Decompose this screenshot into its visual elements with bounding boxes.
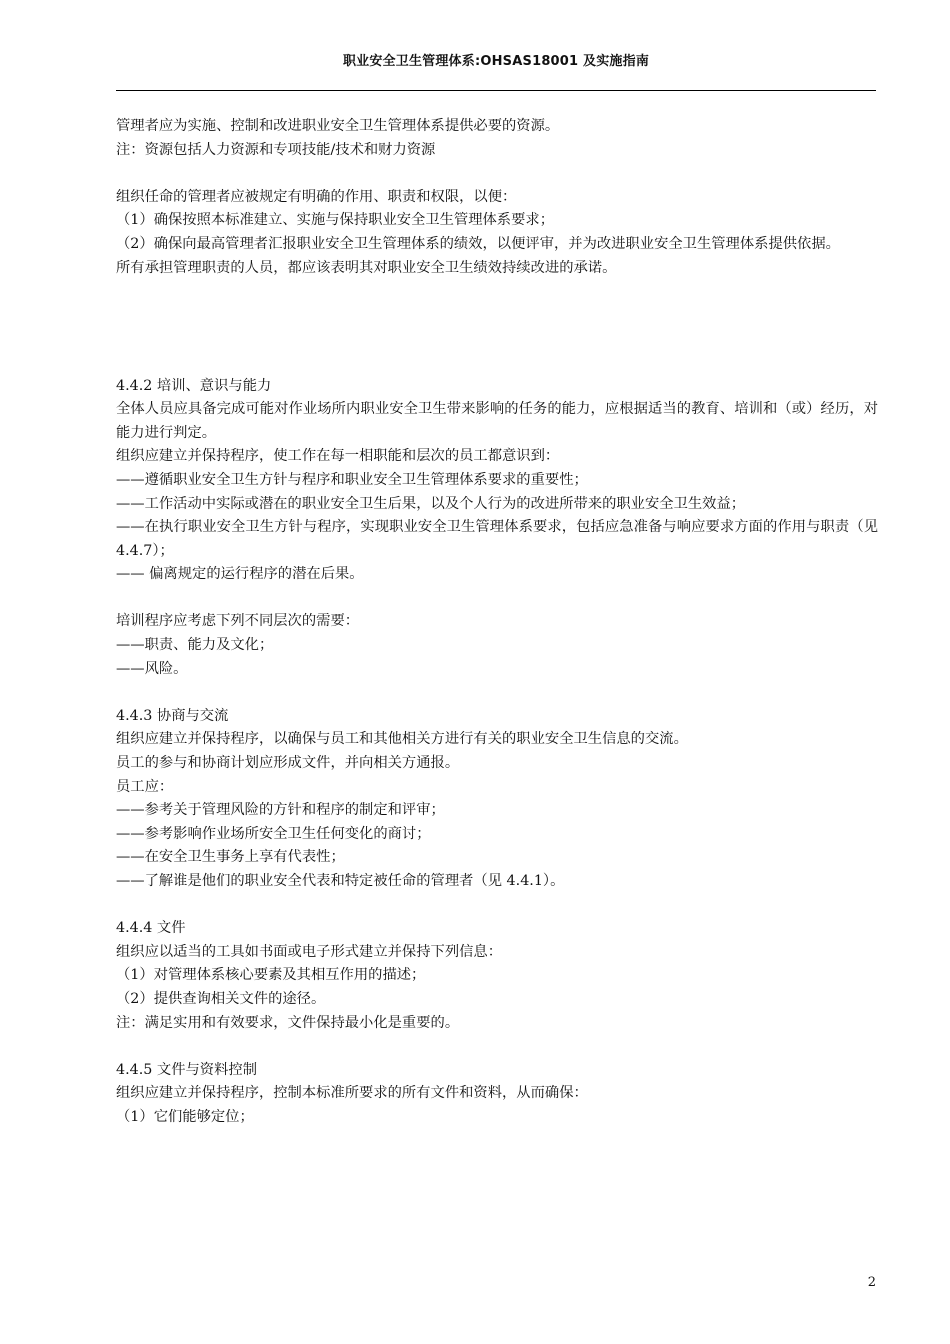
paragraph: 注：资源包括人力资源和专项技能/技术和财力资源 xyxy=(116,141,436,158)
paragraph: 组织应以适当的工具如书面或电子形式建立并保持下列信息： xyxy=(116,943,503,960)
paragraph: 4.4.4 文件 xyxy=(116,920,186,937)
paragraph: 组织应建立并保持程序，以确保与员工和其他相关方进行有关的职业安全卫生信息的交流。 xyxy=(116,731,688,748)
paragraph: ——遵循职业安全卫生方针与程序和职业安全卫生管理体系要求的重要性； xyxy=(116,471,588,488)
paragraph: ——了解谁是他们的职业安全代表和特定被任命的管理者（见 4.4.1）。 xyxy=(116,873,565,890)
paragraph: （2）提供查询相关文件的途径。 xyxy=(116,990,326,1007)
paragraph: 管理者应为实施、控制和改进职业安全卫生管理体系提供必要的资源。 xyxy=(116,118,560,134)
paragraph-spacer xyxy=(116,1035,878,1059)
paragraph-spacer xyxy=(116,280,878,351)
document-body xyxy=(116,115,878,1130)
paragraph: 组织任命的管理者应被规定有明确的作用、职责和权限，以便： xyxy=(116,188,517,205)
paragraph: ——职责、能力及文化； xyxy=(116,637,274,654)
paragraph-spacer xyxy=(116,681,878,705)
paragraph: 员工应： xyxy=(116,778,174,795)
paragraph: （1）对管理体系核心要素及其相互作用的描述； xyxy=(116,967,426,984)
paragraph: 员工的参与和协商计划应形成文件，并向相关方通报。 xyxy=(116,755,460,772)
paragraph: ——风险。 xyxy=(116,660,188,677)
paragraph-spacer xyxy=(116,351,878,375)
paragraph: ——参考关于管理风险的方针和程序的制定和评审； xyxy=(116,802,445,819)
paragraph: ——在安全卫生事务上享有代表性； xyxy=(116,849,345,866)
paragraph: （1）它们能够定位； xyxy=(116,1108,254,1125)
paragraph: —— 偏离规定的运行程序的潜在后果。 xyxy=(116,566,364,583)
paragraph: 注：满足实用和有效要求，文件保持最小化是重要的。 xyxy=(116,1014,460,1031)
header-divider xyxy=(116,90,876,91)
paragraph: 4.4.2 培训、意识与能力 xyxy=(116,377,272,394)
page-number: 2 xyxy=(867,1275,876,1290)
paragraph-spacer xyxy=(116,894,878,918)
paragraph-spacer xyxy=(116,587,878,611)
paragraph: 全体人员应具备完成可能对作业场所内职业安全卫生带来影响的任务的能力，应根据适当的教育、培训和（或）经历，对能力进行判定。 xyxy=(116,401,878,441)
paragraph: 所有承担管理职责的人员，都应该表明其对职业安全卫生绩效持续改进的承诺。 xyxy=(116,259,617,276)
paragraph: 培训程序应考虑下列不同层次的需要： xyxy=(116,613,360,630)
paragraph: ——在执行职业安全卫生方针与程序，实现职业安全卫生管理体系要求，包括应急准备与响应要求方面的作用与职责（见 4.4.7）； xyxy=(116,519,878,559)
paragraph: 4.4.3 协商与交流 xyxy=(116,707,229,724)
page-header-title: 职业安全卫生管理体系:OHSAS18001 及实施指南 xyxy=(342,54,650,69)
paragraph: ——参考影响作业场所安全卫生任何变化的商讨； xyxy=(116,825,431,842)
paragraph: （1）确保按照本标准建立、实施与保持职业安全卫生管理体系要求； xyxy=(116,212,554,229)
paragraph: 组织应建立并保持程序，控制本标准所要求的所有文件和资料，从而确保： xyxy=(116,1085,588,1102)
paragraph: 4.4.5 文件与资料控制 xyxy=(116,1061,257,1078)
paragraph: ——工作活动中实际或潜在的职业安全卫生后果，以及个人行为的改进所带来的职业安全卫生效益； xyxy=(116,495,746,512)
paragraph: 组织应建立并保持程序，使工作在每一相职能和层次的员工都意识到： xyxy=(116,448,560,465)
paragraph: （2）确保向最高管理者汇报职业安全卫生管理体系的绩效，以便评审，并为改进职业安全卫生管理体系提供依据。 xyxy=(116,235,840,252)
paragraph-spacer xyxy=(116,162,878,186)
